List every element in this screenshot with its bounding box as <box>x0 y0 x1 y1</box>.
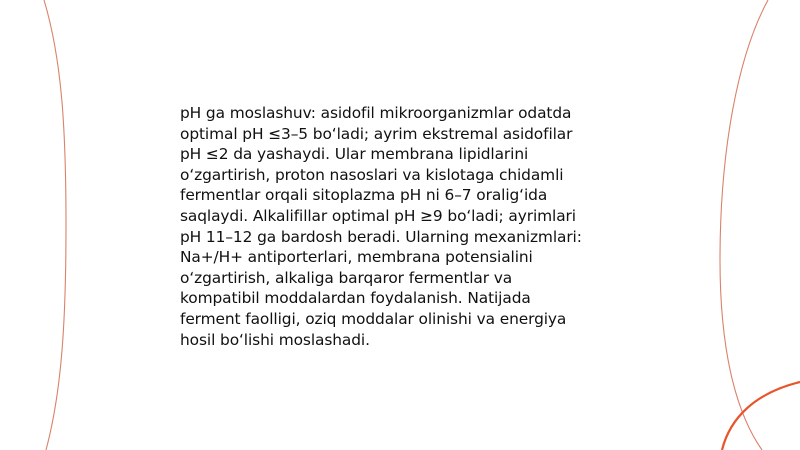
body-paragraph: pH ga moslashuv: asidofil mikroorganizmlar odatda optimal pH ≤3–5 boʻladi; ayrim ekstremal asidofilar pH ≤2 da yashaydi. Ular membrana lipidlarini oʻzgartirish, proton nasoslari va kislotaga chidamli fermentlar orqali sitoplazma pH ni 6–7 oraligʻida saqlaydi. Alkalifillar optimal pH ≥9 boʻladi; ayrimlari pH 11–12 ga bardosh beradi. Ularning mexanizmlari: Na+/H+ antiporterlari, membrana potensialini oʻzgartirish, alkaliga barqaror fermentlar va kompatibil moddalardan foydalanish. Natijada ferment faolligi, oziq moddalar olinishi va energiya hosil boʻlishi moslashadi. <box>180 104 582 349</box>
right-arc <box>720 0 768 450</box>
bottom-right-arc <box>722 382 800 450</box>
left-arc <box>44 0 66 450</box>
